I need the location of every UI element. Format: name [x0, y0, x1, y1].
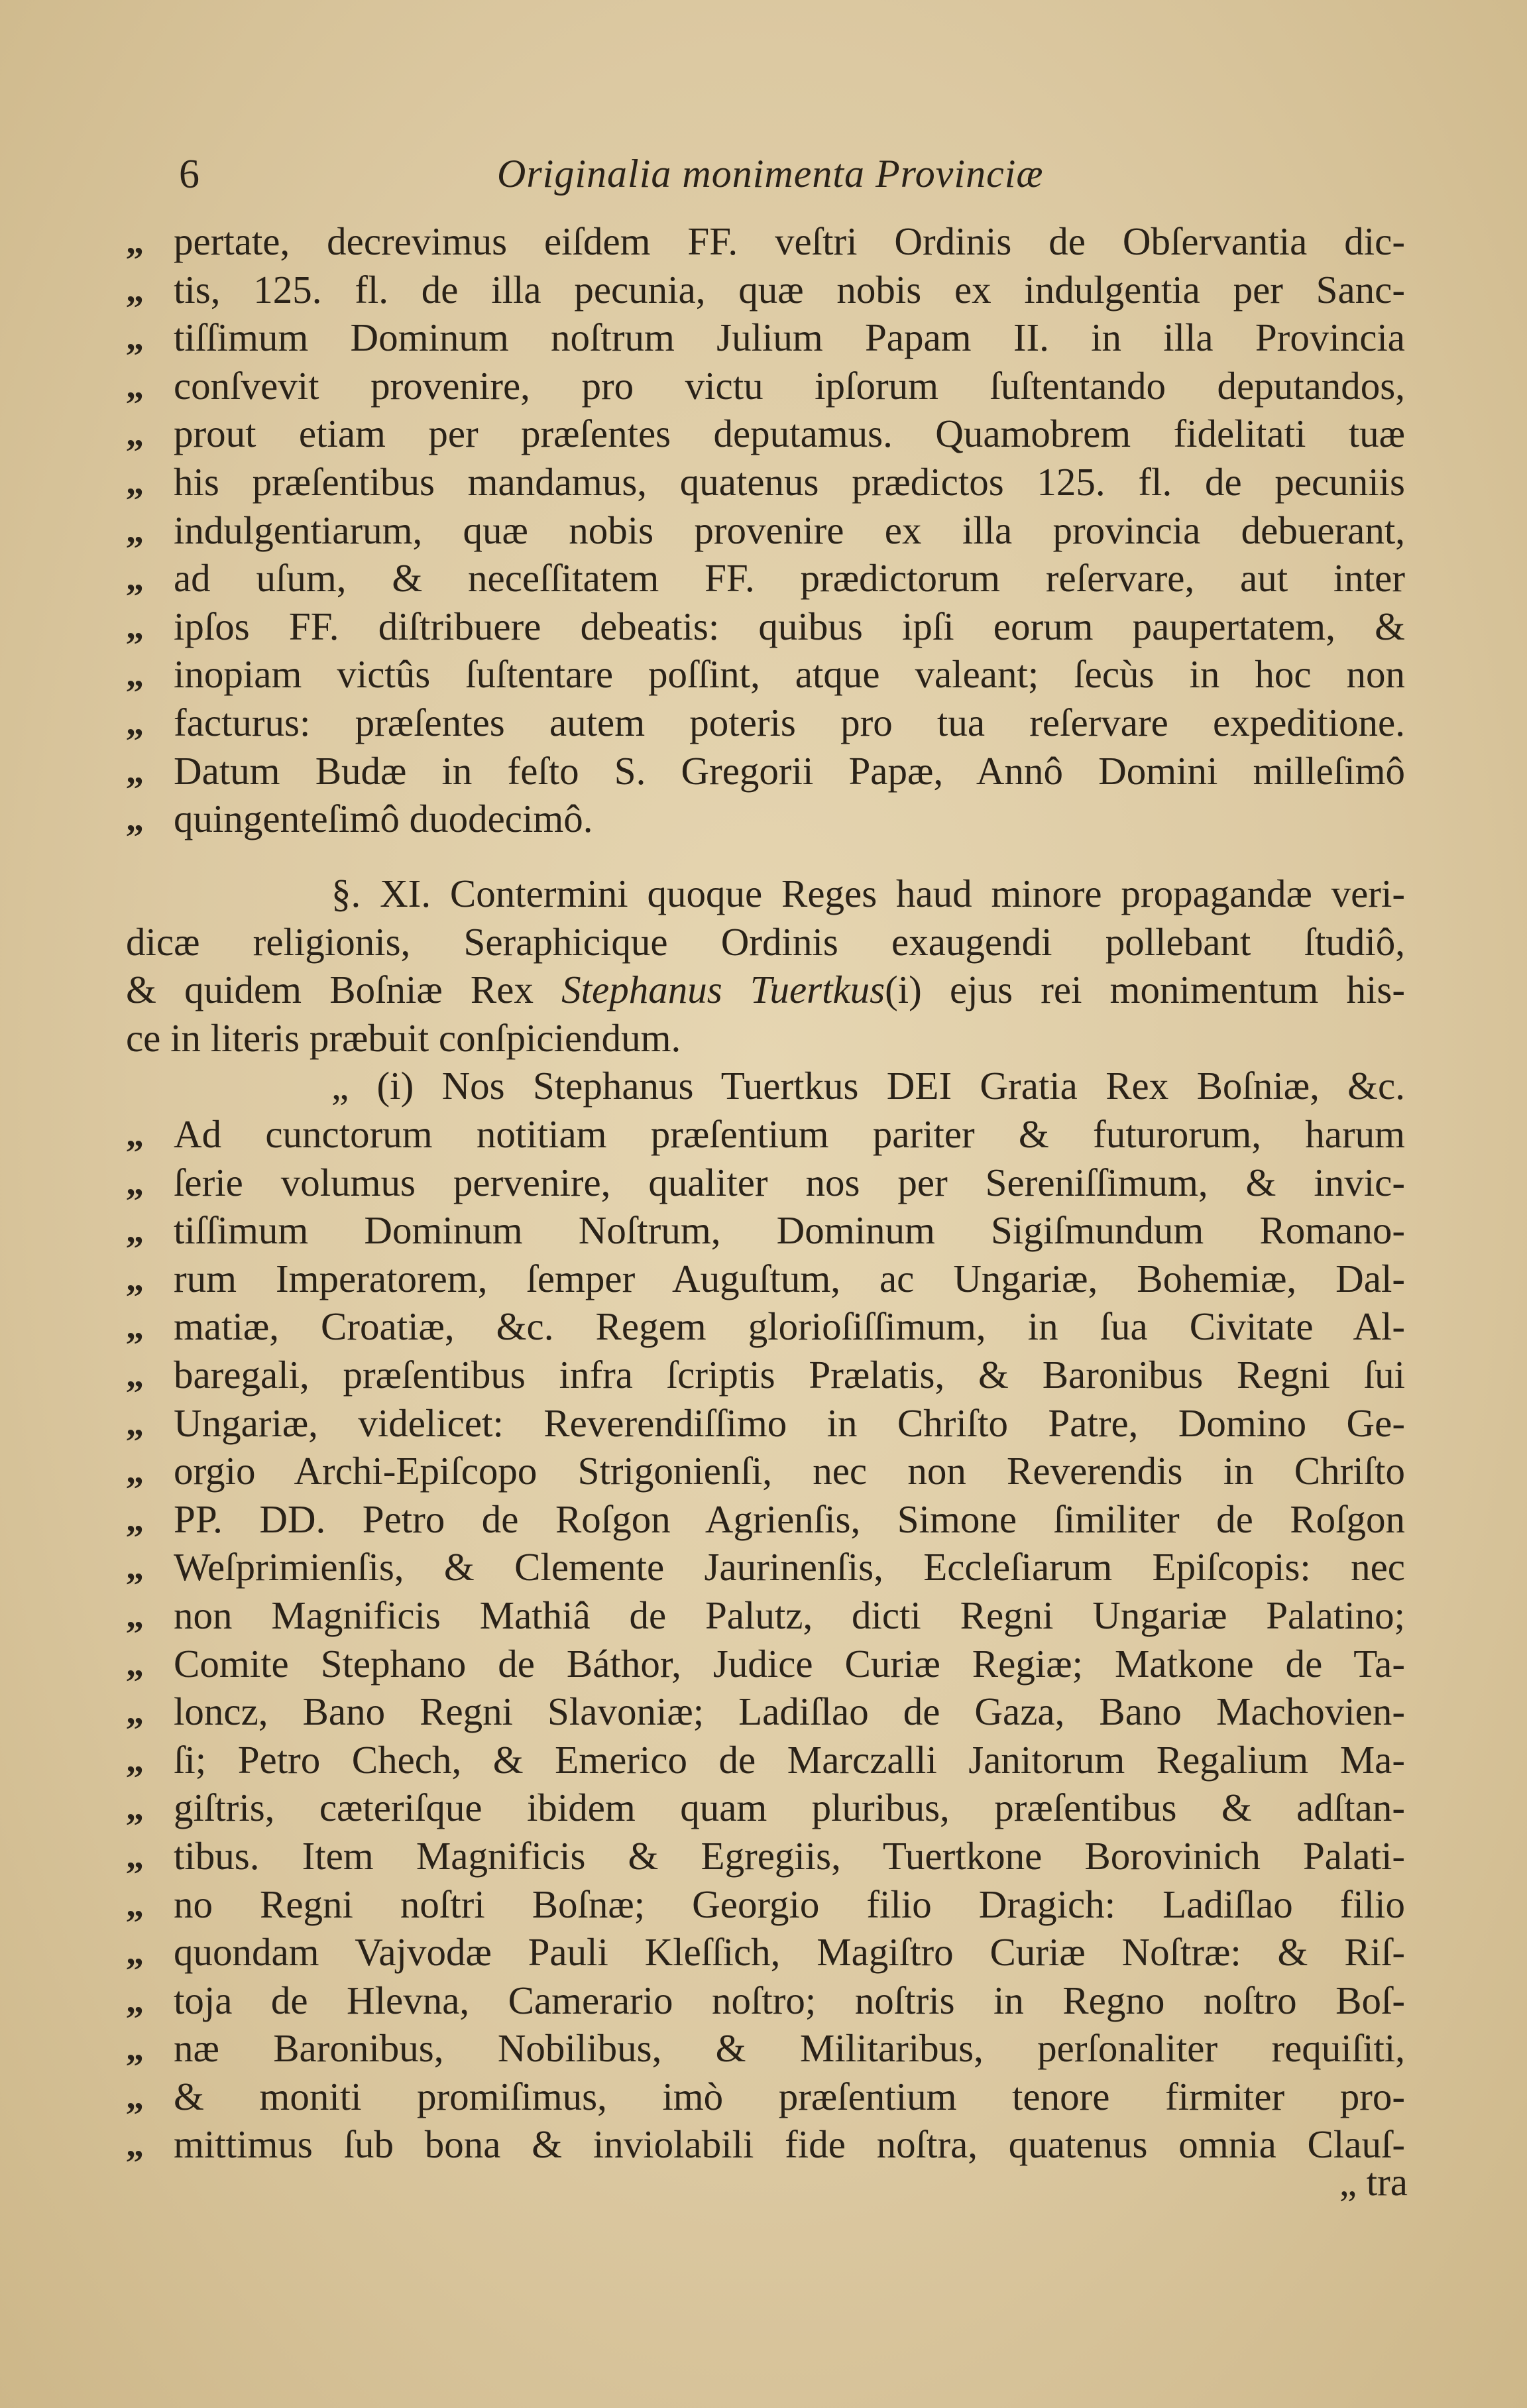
quotation-mark: „ — [126, 1547, 144, 1587]
text-line — [126, 506, 1405, 555]
text-line — [126, 554, 1405, 602]
quotation-mark: „ — [126, 1788, 144, 1828]
text-line — [126, 1110, 1405, 1159]
section-line-1 — [126, 870, 1405, 918]
page-number: 6 — [179, 152, 199, 197]
section-xi — [126, 870, 1405, 1062]
quotation-mark: „ — [126, 1595, 144, 1635]
text-line — [126, 1640, 1405, 1688]
text-line — [126, 699, 1405, 747]
text-line — [126, 266, 1405, 314]
quotation-mark: „ — [126, 1114, 144, 1154]
line-text: ipſos FF. diſtribuere debeatis: quibus ipſi eorum paupertatem, & — [174, 604, 1405, 648]
quotation-mark: „ — [126, 1980, 144, 2020]
line-text: mittimus ſub bona & inviolabili fide noſtra, quatenus omnia Clauſ- — [174, 2122, 1405, 2167]
text-line — [126, 362, 1405, 410]
line-text: his præſentibus mandamus, quatenus prædictos 125. fl. de pecuniis — [174, 459, 1405, 504]
line-text: Ungariæ, videlicet: Reverendiſſimo in Chriſto Patre, Domino Ge- — [174, 1401, 1405, 1445]
text-line — [126, 2073, 1405, 2121]
line-text: tiſſimum Dominum noſtrum Julium Papam II. in illa Provincia — [174, 315, 1405, 360]
quotation-mark: „ — [126, 702, 144, 742]
text-line — [126, 1736, 1405, 1784]
letter-two-opening-text: „ (i) Nos Stephanus Tuertkus DEI Gratia Rex Boſniæ, &c. — [331, 1064, 1405, 1108]
line-text: non Magnificis Mathiâ de Palutz, dicti Regni Ungariæ Palatino; — [174, 1593, 1405, 1637]
line-text: næ Baronibus, Nobilibus, & Militaribus, perſonaliter requiſiti, — [174, 2026, 1405, 2071]
section-text-after: (i) ejus rei monimentum his- — [885, 968, 1405, 1012]
quotation-mark: „ — [126, 365, 144, 406]
quotation-mark: „ — [126, 1739, 144, 1780]
line-text: baregali, præſentibus infra ſcriptis Prælatis, & Baronibus Regni ſui — [174, 1352, 1405, 1397]
line-text: loncz, Bano Regni Slavoniæ; Ladiſlao de Gaza, Bano Machovien- — [174, 1690, 1405, 1734]
text-line — [126, 650, 1405, 699]
quotation-mark: „ — [126, 1258, 144, 1298]
quotation-mark: „ — [126, 1403, 144, 1443]
running-title: Originalia monimenta Provinciæ — [497, 152, 1044, 196]
text-line — [126, 1447, 1405, 1495]
line-text: tiſſimum Dominum Noſtrum, Dominum Sigiſmundum Romano- — [174, 1208, 1405, 1253]
text-line — [126, 1928, 1405, 1977]
quotation-mark: „ — [126, 750, 144, 791]
quotation-mark: „ — [126, 1451, 144, 1491]
section-line-text: dicæ religionis, Seraphicique Ordinis exaugendi pollebant ſtudiô, — [126, 919, 1405, 964]
line-text: orgio Archi-Epiſcopo Strigonienſi, nec non Reverendis in Chriſto — [174, 1449, 1405, 1493]
line-text: prout etiam per præſentes deputamus. Quamobrem fidelitati tuæ — [174, 412, 1405, 456]
quotation-mark: „ — [126, 2076, 144, 2116]
quotation-mark: „ — [126, 1691, 144, 1732]
text-line — [126, 410, 1405, 458]
line-text: giſtris, cæteriſque ibidem quam pluribus, præſentibus & adſtan- — [174, 1786, 1405, 1830]
text-line — [126, 1543, 1405, 1591]
section-line-2 — [126, 918, 1405, 966]
section-text-before: & quidem Boſniæ Rex — [126, 968, 562, 1012]
quotation-mark: „ — [126, 269, 144, 310]
line-text: & moniti promiſimus, imò præſentium tenore firmiter pro- — [174, 2074, 1405, 2118]
text-line — [126, 602, 1405, 651]
king-name: Stephanus Tuertkus — [561, 968, 885, 1012]
text-line — [126, 1399, 1405, 1448]
catchword: „ tra — [1339, 2160, 1408, 2204]
section-line-3 — [126, 966, 1405, 1014]
text-line — [126, 1977, 1405, 2025]
line-text: ſi; Petro Chech, & Emerico de Marczalli Janitorum Regalium Ma- — [174, 1737, 1405, 1782]
quotation-mark: „ — [126, 799, 144, 839]
section-line-4 — [126, 1014, 1405, 1062]
quotation-mark: „ — [126, 1835, 144, 1876]
letter-two-opening — [126, 1062, 1405, 1110]
text-line — [126, 1591, 1405, 1640]
text-line — [126, 1206, 1405, 1255]
quotation-mark: „ — [126, 317, 144, 358]
section-line-text — [126, 966, 1405, 1014]
line-text: Weſprimienſis, & Clemente Jaurinenſis, Eccleſiarum Epiſcopis: nec — [174, 1545, 1405, 1589]
line-text: PP. DD. Petro de Roſgon Agrienſis, Simone ſimiliter de Roſgon — [174, 1497, 1405, 1541]
quotation-mark: „ — [126, 1643, 144, 1684]
letter-two-first-line — [126, 1062, 1405, 1110]
quotation-mark: „ — [126, 1884, 144, 1924]
line-text: Ad cunctorum notitiam præſentium pariter & futurorum, harum — [174, 1112, 1405, 1156]
quotation-mark: „ — [126, 221, 144, 261]
quotation-mark: „ — [126, 461, 144, 502]
line-text: indulgentiarum, quæ nobis provenire ex illa provincia debuerant, — [174, 508, 1405, 552]
line-text: inopiam victûs ſuſtentare poſſint, atque valeant; ſecùs in hoc non — [174, 652, 1405, 697]
section-line-text: ce in literis præbuit conſpiciendum. — [126, 1015, 681, 1060]
line-text: toja de Hlevna, Camerario noſtro; noſtris in Regno noſtro Boſ- — [174, 1978, 1405, 2022]
quotation-mark: „ — [126, 510, 144, 550]
text-line — [126, 1351, 1405, 1399]
quotation-mark: „ — [126, 2028, 144, 2069]
text-line — [126, 747, 1405, 795]
page-header — [172, 151, 1405, 211]
text-line — [126, 1688, 1405, 1736]
text-line — [126, 2024, 1405, 2073]
quotation-mark: „ — [126, 558, 144, 599]
line-text: Datum Budæ in feſto S. Gregorii Papæ, Annô Domini milleſimô — [174, 748, 1405, 793]
text-line — [126, 217, 1405, 266]
line-text: quingenteſimô duodecimô. — [174, 797, 593, 841]
quotation-mark: „ — [126, 1162, 144, 1202]
quotation-mark: „ — [126, 654, 144, 695]
text-line — [126, 1832, 1405, 1880]
text-line — [126, 795, 1405, 843]
section-first-line: §. XI. Contermini quoque Reges haud minore propagandæ veri- — [331, 872, 1405, 915]
line-text: rum Imperatorem, ſemper Auguſtum, ac Ungariæ, Bohemiæ, Dal- — [174, 1256, 1405, 1300]
quotation-mark: „ — [126, 2124, 144, 2165]
line-text: tis, 125. fl. de illa pecunia, quæ nobis ex indulgentia per Sanc- — [174, 267, 1405, 312]
line-text: facturus: præſentes autem poteris pro tua reſervare expeditione. — [174, 700, 1405, 744]
line-text: tibus. Item Magnificis & Egregiis, Tuertkone Borovinich Palati- — [174, 1833, 1405, 1878]
quotation-mark: „ — [126, 1932, 144, 1973]
text-line — [126, 1784, 1405, 1832]
letter-one-text — [126, 217, 1405, 843]
quotation-mark: „ — [126, 414, 144, 454]
text-line — [126, 1880, 1405, 1929]
line-text: no Regni noſtri Boſnæ; Georgio filio Dragich: Ladiſlao filio — [174, 1882, 1405, 1926]
quotation-mark: „ — [126, 1499, 144, 1539]
quotation-mark: „ — [126, 1210, 144, 1251]
text-line — [126, 1495, 1405, 1544]
line-text: pertate, decrevimus eiſdem FF. veſtri Ordinis de Obſervantia dic- — [174, 219, 1405, 263]
line-text: ad uſum, & neceſſitatem FF. prædictorum reſervare, aut inter — [174, 556, 1405, 601]
quotation-mark: „ — [126, 1306, 144, 1347]
text-line — [126, 2120, 1405, 2169]
text-line — [126, 314, 1405, 362]
text-line — [126, 1255, 1405, 1303]
text-line — [126, 1302, 1405, 1351]
letter-two-text — [126, 1110, 1405, 2169]
quotation-mark: „ — [126, 606, 144, 646]
line-text: quondam Vajvodæ Pauli Kleſſich, Magiſtro Curiæ Noſtræ: & Riſ- — [174, 1930, 1405, 1975]
text-line — [126, 1159, 1405, 1207]
line-text: matiæ, Croatiæ, &c. Regem glorioſiſſimum, in ſua Civitate Al- — [174, 1304, 1405, 1349]
quotation-mark: „ — [126, 1354, 144, 1395]
line-text: Comite Stephano de Báthor, Judice Curiæ Regiæ; Matkone de Ta- — [174, 1641, 1405, 1686]
line-text: conſvevit provenire, pro victu ipſorum ſuſtentando deputandos, — [174, 363, 1405, 408]
text-line — [126, 458, 1405, 506]
line-text: ſerie volumus pervenire, qualiter nos per Sereniſſimum, & invic- — [174, 1160, 1405, 1204]
